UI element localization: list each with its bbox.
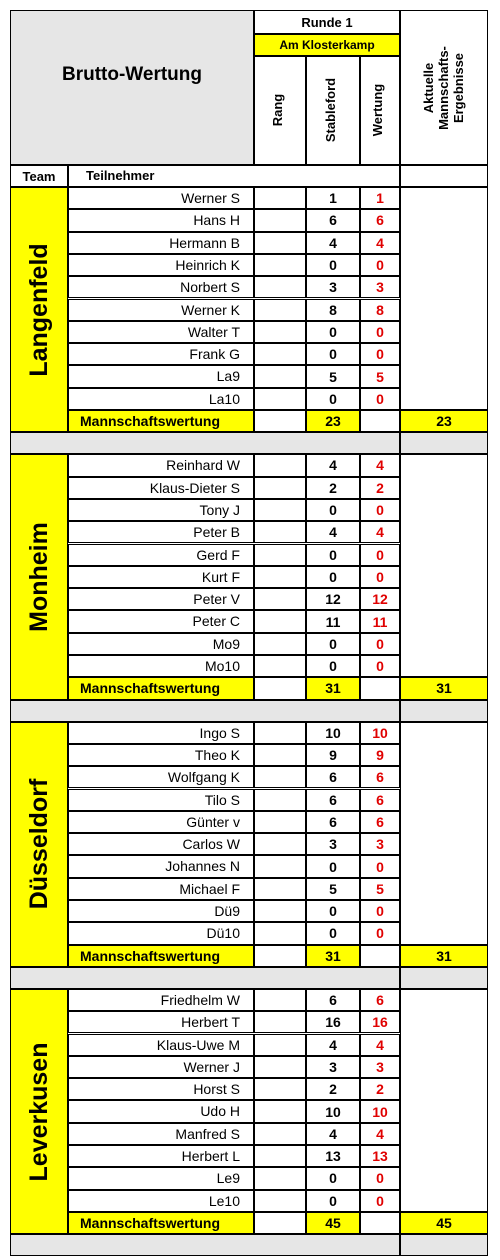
player-name: Dü9: [214, 903, 240, 919]
aktuelle-total-value: 31: [436, 680, 452, 697]
stableford-value: 11: [325, 613, 341, 630]
round-label: Runde 1: [301, 14, 353, 30]
wertung-value: 2: [376, 1081, 384, 1098]
stableford-value: 0: [329, 323, 337, 340]
stableford-value: 4: [329, 234, 337, 251]
total-rang-cell: [254, 945, 306, 967]
rang-cell: [254, 855, 306, 877]
player-name: Hans H: [193, 212, 240, 229]
sheet-title: Brutto-Wertung: [61, 64, 202, 85]
stableford-value: 1: [329, 190, 337, 207]
player-name: Herbert T: [181, 1014, 240, 1031]
rang-cell: [254, 1011, 306, 1033]
wertung-value: 4: [376, 1125, 384, 1142]
player-name: Reinhard W: [166, 457, 240, 474]
stableford-value: 0: [329, 635, 337, 652]
player-name: Udo H: [200, 1103, 240, 1120]
wertung-value: 0: [376, 1192, 384, 1209]
player-name: Peter B: [193, 524, 240, 541]
separator-row: [10, 967, 400, 989]
player-name: Le9: [216, 1170, 240, 1187]
player-name: Tony J: [199, 501, 240, 518]
stableford-value: 2: [329, 479, 337, 496]
wertung-value: 0: [376, 323, 384, 340]
aktuelle-total-value: 45: [436, 1215, 452, 1232]
wertung-header: Wertung: [370, 83, 385, 137]
stableford-value: 6: [329, 791, 337, 808]
stableford-value: 0: [329, 1170, 337, 1187]
rang-cell: [254, 922, 306, 944]
separator-row-aktuelle: [400, 432, 488, 454]
player-name: Hermann B: [169, 234, 240, 251]
rang-cell: [254, 1100, 306, 1122]
separator-row-aktuelle: [400, 700, 488, 722]
course-name: Am Klosterkamp: [279, 38, 375, 52]
separator-row: [10, 432, 400, 454]
player-name: Johannes N: [165, 858, 240, 875]
rang-cell: [254, 789, 306, 811]
rang-cell: [254, 833, 306, 855]
rang-cell: [254, 343, 306, 365]
player-name: Mo10: [204, 658, 240, 674]
player-name: Kurt F: [201, 568, 240, 585]
stableford-value: 0: [329, 257, 337, 274]
rang-cell: [254, 588, 306, 610]
stableford-value: 5: [329, 368, 337, 385]
stableford-value: 0: [329, 903, 337, 920]
stableford-value: 13: [325, 1148, 341, 1165]
wertung-value: 0: [376, 546, 384, 563]
team-total-label: Mannschaftswertung: [80, 947, 221, 964]
player-name: La9: [216, 368, 240, 385]
stableford-value: 10: [325, 1103, 341, 1120]
player-name: Michael F: [179, 880, 240, 897]
wertung-value: 0: [376, 257, 384, 274]
rang-cell: [254, 610, 306, 632]
rang-cell: [254, 811, 306, 833]
team-name: Langenfeld: [25, 242, 53, 377]
stableford-value: 6: [329, 992, 337, 1009]
stableford-value: 16: [325, 1014, 341, 1031]
wertung-value: 3: [376, 836, 384, 853]
rang-cell: [254, 655, 306, 677]
player-name: Friedhelm W: [160, 991, 240, 1008]
wertung-value: 2: [376, 479, 384, 496]
rang-cell: [254, 521, 306, 543]
rang-cell: [254, 187, 306, 209]
stableford-value: 10: [325, 724, 341, 741]
rang-cell: [254, 321, 306, 343]
team-name: Düsseldorf: [25, 778, 53, 910]
wertung-value: 13: [372, 1148, 388, 1165]
wertung-value: 0: [376, 903, 384, 920]
stableford-value: 12: [325, 591, 341, 608]
separator-row-aktuelle: [400, 1234, 488, 1256]
player-name: Tilo S: [204, 791, 240, 808]
player-name: Carlos W: [182, 836, 240, 853]
stableford-value: 6: [329, 813, 337, 830]
aktuelle-body-cell: [400, 187, 488, 410]
rang-cell: [254, 299, 306, 321]
player-name: Gerd F: [196, 546, 240, 563]
wertung-value: 6: [376, 813, 384, 830]
player-name: La10: [208, 390, 240, 407]
total-wertung-cell: [360, 410, 400, 432]
aktuelle-body-cell: [400, 454, 488, 677]
aktuelle-line-1: Aktuelle: [421, 62, 436, 114]
stableford-value: 0: [329, 925, 337, 942]
team-total-value: 23: [325, 413, 341, 430]
rang-cell: [254, 477, 306, 499]
rang-cell: [254, 1078, 306, 1100]
rang-cell: [254, 722, 306, 744]
stableford-value: 0: [329, 568, 337, 585]
rang-cell: [254, 900, 306, 922]
wertung-value: 10: [372, 724, 388, 741]
rang-cell: [254, 454, 306, 476]
rang-cell: [254, 254, 306, 276]
stableford-value: 9: [329, 747, 337, 764]
rang-header: Rang: [270, 93, 285, 127]
aktuelle-line-2: Mannschafts-: [436, 46, 451, 130]
player-name: Peter C: [192, 613, 240, 630]
player-name: Werner K: [181, 301, 240, 318]
rang-cell: [254, 766, 306, 788]
wertung-value: 4: [376, 457, 384, 474]
stableford-value: 3: [329, 836, 337, 853]
stableford-value: 2: [329, 1081, 337, 1098]
stableford-value: 0: [329, 658, 337, 675]
wertung-value: 6: [376, 992, 384, 1009]
team-total-label: Mannschaftswertung: [80, 680, 221, 697]
wertung-value: 6: [376, 769, 384, 786]
stableford-value: 4: [329, 457, 337, 474]
rang-cell: [254, 276, 306, 298]
total-rang-cell: [254, 410, 306, 432]
player-name: Wolfgang K: [167, 769, 240, 786]
total-wertung-cell: [360, 1212, 400, 1234]
wertung-value: 12: [372, 591, 388, 608]
player-name: Klaus-Dieter S: [149, 479, 240, 496]
player-name: Herbert L: [181, 1148, 240, 1164]
rang-cell: [254, 388, 306, 410]
player-name: Manfred S: [175, 1125, 240, 1142]
total-wertung-cell: [360, 945, 400, 967]
team-total-value: 31: [325, 680, 341, 697]
team-total-label: Mannschaftswertung: [80, 413, 221, 429]
team-col-header: Team: [22, 168, 56, 184]
rang-cell: [254, 544, 306, 566]
player-name: Heinrich K: [175, 256, 240, 273]
teilnehmer-col-header: Teilnehmer: [86, 168, 155, 183]
wertung-value: 5: [376, 368, 384, 385]
wertung-value: 4: [376, 1036, 384, 1053]
wertung-value: 3: [376, 279, 384, 296]
wertung-value: 0: [376, 858, 384, 875]
wertung-value: 4: [376, 524, 384, 541]
rang-cell: [254, 1123, 306, 1145]
rang-cell: [254, 878, 306, 900]
team-total-value: 45: [325, 1215, 341, 1232]
rang-cell: [254, 1167, 306, 1189]
aktuelle-body-cell: [400, 722, 488, 945]
stableford-value: 6: [329, 212, 337, 229]
stableford-value: 0: [329, 1192, 337, 1209]
wertung-value: 0: [376, 568, 384, 585]
rang-cell: [254, 566, 306, 588]
team-name: Monheim: [25, 522, 53, 632]
aktuelle-line-3: Ergebnisse: [451, 52, 466, 124]
rang-cell: [254, 1190, 306, 1212]
total-rang-cell: [254, 677, 306, 699]
rang-cell: [254, 633, 306, 655]
stableford-value: 4: [329, 1125, 337, 1142]
rang-cell: [254, 989, 306, 1011]
wertung-value: 0: [376, 635, 384, 652]
stableford-value: 8: [329, 301, 337, 318]
rang-cell: [254, 744, 306, 766]
wertung-value: 0: [376, 390, 384, 407]
aktuelle-total-value: 31: [436, 947, 452, 964]
rang-cell: [254, 1056, 306, 1078]
wertung-value: 4: [376, 234, 384, 251]
team-total-value: 31: [325, 947, 341, 964]
wertung-value: 11: [372, 613, 388, 630]
stableford-value: 0: [329, 858, 337, 875]
separator-row-aktuelle: [400, 967, 488, 989]
stableford-value: 0: [329, 390, 337, 407]
stableford-value: 4: [329, 1036, 337, 1053]
rang-cell: [254, 209, 306, 231]
aktuelle-total-value: 23: [436, 413, 452, 430]
aktuelle-col-header-cell: [400, 165, 488, 187]
rang-cell: [254, 232, 306, 254]
player-name: Ingo S: [199, 724, 240, 741]
wertung-value: 5: [376, 880, 384, 897]
rang-cell: [254, 1034, 306, 1056]
rang-cell: [254, 499, 306, 521]
wertung-value: 6: [376, 791, 384, 808]
wertung-value: 9: [376, 747, 384, 764]
team-total-label: Mannschaftswertung: [80, 1214, 221, 1231]
total-wertung-cell: [360, 677, 400, 699]
separator-row: [10, 1234, 400, 1256]
player-name: Walter T: [187, 323, 240, 340]
rang-cell: [254, 365, 306, 387]
wertung-value: 3: [376, 1058, 384, 1075]
wertung-value: 0: [376, 502, 384, 519]
stableford-header: Stableford: [323, 77, 338, 143]
player-name: Frank G: [189, 346, 240, 363]
player-name: Mo9: [212, 635, 240, 652]
wertung-value: 0: [376, 658, 384, 675]
player-name: Werner J: [183, 1058, 240, 1075]
wertung-value: 16: [372, 1014, 388, 1031]
separator-row: [10, 700, 400, 722]
player-name: Horst S: [193, 1081, 240, 1098]
wertung-value: 0: [376, 346, 384, 363]
player-name: Günter v: [186, 813, 240, 830]
wertung-value: 0: [376, 925, 384, 942]
stableford-value: 3: [329, 279, 337, 296]
stableford-value: 0: [329, 346, 337, 363]
player-name: Klaus-Uwe M: [156, 1036, 240, 1053]
stableford-value: 4: [329, 524, 337, 541]
wertung-value: 8: [376, 301, 384, 318]
player-name: Le10: [208, 1192, 240, 1209]
wertung-value: 0: [376, 1170, 384, 1187]
rang-cell: [254, 1145, 306, 1167]
player-name: Dü10: [206, 925, 240, 942]
player-name: Peter V: [193, 591, 240, 608]
player-name: Werner S: [181, 190, 240, 206]
player-name: Theo K: [194, 746, 240, 763]
wertung-value: 1: [376, 190, 384, 207]
team-name: Leverkusen: [25, 1042, 53, 1182]
stableford-value: 6: [329, 769, 337, 786]
wertung-value: 6: [376, 212, 384, 229]
stableford-value: 5: [329, 880, 337, 897]
aktuelle-body-cell: [400, 989, 488, 1212]
wertung-value: 10: [372, 1103, 388, 1120]
total-rang-cell: [254, 1212, 306, 1234]
stableford-value: 0: [329, 546, 337, 563]
player-name: Norbert S: [180, 279, 240, 296]
stableford-value: 0: [329, 502, 337, 519]
stableford-value: 3: [329, 1058, 337, 1075]
